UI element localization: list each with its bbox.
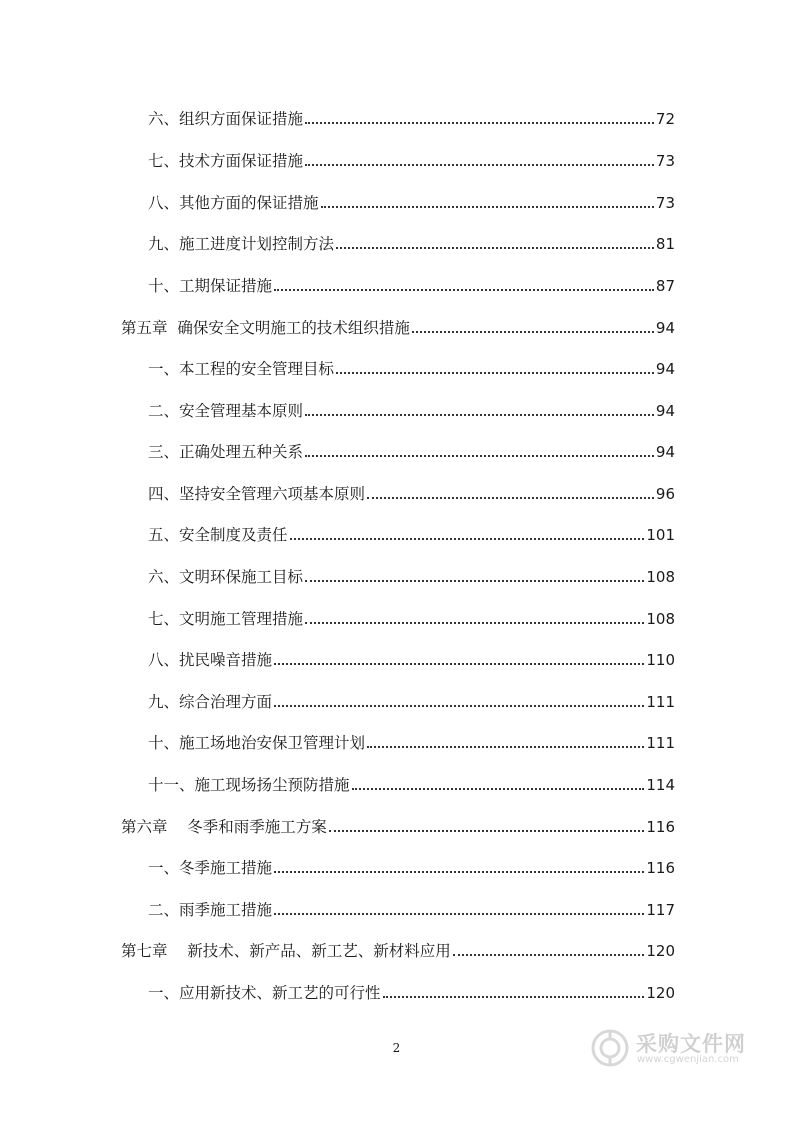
dot-leader	[274, 705, 644, 707]
dot-leader	[336, 372, 654, 374]
dot-leader	[321, 206, 654, 208]
toc-entry[interactable]	[148, 688, 675, 712]
entry-title: 五、安全制度及责任	[148, 526, 288, 544]
toc-entry[interactable]	[148, 771, 675, 795]
watermark-title: 采购文件网	[636, 1032, 746, 1056]
dot-leader	[383, 996, 645, 998]
entry-title: 四、坚持安全管理六项基本原则	[148, 485, 366, 503]
watermark	[590, 1026, 760, 1070]
dot-leader	[274, 663, 644, 665]
dot-leader	[305, 580, 644, 582]
entry-page-number: 120	[646, 942, 675, 960]
entry-page-number: 116	[646, 859, 675, 877]
dot-leader	[453, 954, 645, 956]
entry-title: 八、其他方面的保证措施	[148, 194, 319, 212]
entry-title: 二、雨季施工措施	[148, 901, 273, 919]
entry-title: 十一、施工现场扬尘预防措施	[148, 776, 350, 794]
toc-entry[interactable]	[148, 272, 675, 296]
entry-title: 第五章 确保安全文明施工的技术组织措施	[121, 319, 410, 337]
entry-title: 一、本工程的安全管理目标	[148, 360, 335, 378]
entry-page-number: 114	[646, 776, 675, 794]
toc-entry[interactable]	[148, 646, 675, 670]
dot-leader	[412, 331, 654, 333]
entry-page-number: 108	[646, 568, 675, 586]
dot-leader	[305, 122, 654, 124]
entry-page-number: 120	[646, 984, 675, 1002]
entry-title: 二、安全管理基本原则	[148, 402, 304, 420]
toc-entry[interactable]	[148, 355, 675, 379]
entry-page-number: 73	[655, 194, 675, 212]
entry-page-number: 94	[655, 360, 675, 378]
dot-leader	[367, 746, 644, 748]
dot-leader	[336, 247, 654, 249]
entry-title: 六、组织方面保证措施	[148, 110, 304, 128]
watermark-logo-icon	[590, 1028, 630, 1068]
dot-leader	[274, 913, 644, 915]
toc-entry[interactable]	[148, 854, 675, 878]
toc-entry[interactable]	[148, 230, 675, 254]
entry-page-number: 94	[655, 319, 675, 337]
entry-page-number: 101	[646, 526, 675, 544]
toc-entry[interactable]	[148, 605, 675, 629]
entry-title: 七、技术方面保证措施	[148, 152, 304, 170]
entry-title: 八、扰民噪音措施	[148, 651, 273, 669]
entry-page-number: 94	[655, 402, 675, 420]
toc-entry[interactable]	[148, 438, 675, 462]
dot-leader	[329, 830, 645, 832]
entry-title: 第六章 冬季和雨季施工方案	[121, 818, 327, 836]
entry-page-number: 87	[655, 277, 675, 295]
watermark-url: www.cgwenjian.com	[637, 1054, 739, 1065]
toc-entry[interactable]	[148, 105, 675, 129]
entry-page-number: 110	[646, 651, 675, 669]
toc-entry[interactable]	[148, 563, 675, 587]
page-number: 2	[392, 1041, 401, 1055]
toc-entry[interactable]	[148, 480, 675, 504]
entry-page-number: 117	[646, 901, 675, 919]
dot-leader	[305, 164, 654, 166]
entry-title: 三、正确处理五种关系	[148, 443, 304, 461]
toc-chapter-entry[interactable]	[121, 813, 675, 837]
toc-entry[interactable]	[148, 189, 675, 213]
entry-page-number: 111	[646, 734, 675, 752]
entry-page-number: 116	[646, 818, 675, 836]
toc-chapter-entry[interactable]	[121, 937, 675, 961]
dot-leader	[274, 871, 644, 873]
entry-title: 十、工期保证措施	[148, 277, 273, 295]
entry-page-number: 73	[655, 152, 675, 170]
entry-title: 七、文明施工管理措施	[148, 610, 304, 628]
dot-leader	[305, 455, 654, 457]
entry-page-number: 108	[646, 610, 675, 628]
dot-leader	[274, 289, 654, 291]
entry-page-number: 96	[655, 485, 675, 503]
dot-leader	[367, 497, 654, 499]
entry-title: 一、应用新技术、新工艺的可行性	[148, 984, 381, 1002]
entry-title: 六、文明环保施工目标	[148, 568, 304, 586]
toc-entry[interactable]	[148, 729, 675, 753]
entry-title: 九、综合治理方面	[148, 693, 273, 711]
toc-entry[interactable]	[148, 896, 675, 920]
entry-page-number: 94	[655, 443, 675, 461]
toc-entry[interactable]	[148, 979, 675, 1003]
entry-page-number: 72	[655, 110, 675, 128]
entry-title: 一、冬季施工措施	[148, 859, 273, 877]
dot-leader	[305, 622, 644, 624]
toc-chapter-entry[interactable]	[121, 314, 675, 338]
dot-leader	[290, 538, 645, 540]
toc-entry[interactable]	[148, 521, 675, 545]
toc-entry[interactable]	[148, 397, 675, 421]
entry-title: 九、施工进度计划控制方法	[148, 235, 335, 253]
dot-leader	[352, 788, 645, 790]
entry-title: 第七章 新技术、新产品、新工艺、新材料应用	[121, 942, 451, 960]
toc-entry[interactable]	[148, 147, 675, 171]
entry-page-number: 81	[655, 235, 675, 253]
entry-page-number: 111	[646, 693, 675, 711]
entry-title: 十、施工场地治安保卫管理计划	[148, 734, 366, 752]
dot-leader	[305, 414, 654, 416]
